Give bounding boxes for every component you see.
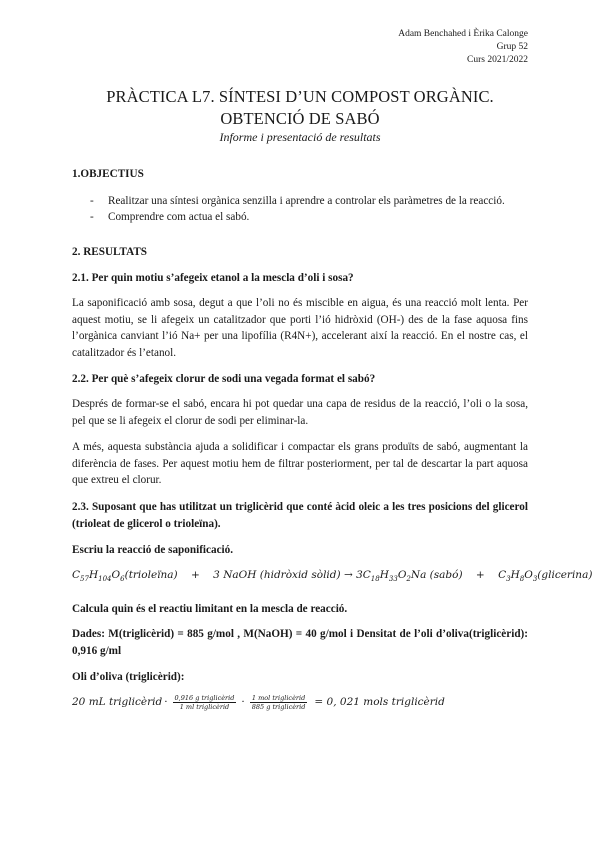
mass-calculation: 20 mL triglicèrid · $\frac{\text{0,916 g triglicèrid}}{\text{1 ml triglicèrid}}$ · $\frac{\text{1 mol triglicèrid}}{\text{885 g triglicèrid}}$ = 0, 021 mols triglicèrid (72, 693, 445, 711)
course: Curs 2021/2022 (467, 55, 528, 65)
question-2-2-answer-2: A més, aquesta substància ajuda a solidificar i compactar els grans produïts de sabó, augmentant la diferència de fases. Per aquest motiu hem de filtrar posteriorment, per tal de descartar la part aquosa que extreu el clorur. (72, 441, 528, 487)
question-2-2-answer-1: Després de formar-se el sabó, encara hi pot quedar una capa de residus de la reacció, l’oli o la sosa, pel que se li afegeix el clorur de sodi per eliminar-la. (72, 397, 528, 427)
question-2-3-heading: 2.3. Suposant que has utilitzat un triglicèrid que conté àcid oleic a les tres posicions del glicerol (trioleat de glicerol o trioleïna). (72, 500, 528, 530)
objectius-list (72, 193, 528, 226)
title-line-1: PRÀCTICA L7. SÍNTESI D’UN COMPOST ORGÀNIC. (106, 87, 494, 106)
question-2-1-answer: La saponificació amb sosa, degut a que l’oli no és miscible en aigua, és una reacció molt lenta. Per aquest motiu, se li afegeix un catalitzador que porti l’ió hidròxid (OH-) des de la fase aquosa fins l’orgànica canviant l’ió Na+ per una lipofília (R4N+), accelerant així la reacció. En el nostre cas, el catalitzador és l’etanol. (72, 296, 528, 359)
calc-result: = 0, 021 mols triglicèrid (314, 695, 445, 708)
question-2-3-sub-3: Oli d’oliva (triglicèrid): (72, 671, 185, 684)
document-header (398, 28, 528, 67)
question-2-3-dades: Dades: M(triglicèrid) = 885 g/mol , M(NaOH) = 40 g/mol i Densitat de l’oli d’oliva(triglicèrid): 0,916 g/ml (72, 627, 528, 657)
list-item: - Realitzar una síntesi orgànica senzilla i aprendre a controlar els paràmetres de la reacció. (90, 194, 505, 207)
list-item: - Comprendre com actua el sabó. (90, 211, 250, 224)
saponification-equation: $C_{57}H_{104}O_6(trioleïna) + 3$ NaOH (hidròxid sòlid) → $3C_{18}H_{33}O_2Na$ (sabó) + $C_3H_8O_3(glicerina)$ (72, 568, 593, 583)
calc-start: 20 mL triglicèrid (72, 695, 163, 708)
document-subtitle: Informe i presentació de resultats (219, 130, 381, 144)
question-2-1-heading: 2.1. Per quin motiu s’afegeix etanol a la mescla d’oli i sosa? (72, 272, 354, 285)
title-line-2: OBTENCIÓ DE SABÓ (220, 109, 380, 128)
authors: Adam Benchahed i Èrika Calonge (398, 29, 528, 39)
document-body (72, 166, 593, 711)
group: Grup 52 (496, 42, 528, 52)
section-objectius-heading: 1.OBJECTIUS (72, 168, 144, 180)
question-2-2-heading: 2.2. Per què s’afegeix clorur de sodi una vegada format el sabó? (72, 373, 376, 386)
fraction-density: $\frac{\text{0,916 g triglicèrid}}{\text{1 ml triglicèrid}}$ (174, 693, 235, 711)
fraction-molar-mass: $\frac{\text{1 mol triglicèrid}}{\text{885 g triglicèrid}}$ (251, 693, 306, 711)
question-2-3-sub-1: Escriu la reacció de saponificació. (72, 544, 234, 557)
question-2-3-sub-2: Calcula quin és el reactiu limitant en la mescla de reacció. (72, 603, 348, 616)
document-title (72, 86, 528, 130)
section-resultats-heading: 2. RESULTATS (72, 245, 148, 258)
